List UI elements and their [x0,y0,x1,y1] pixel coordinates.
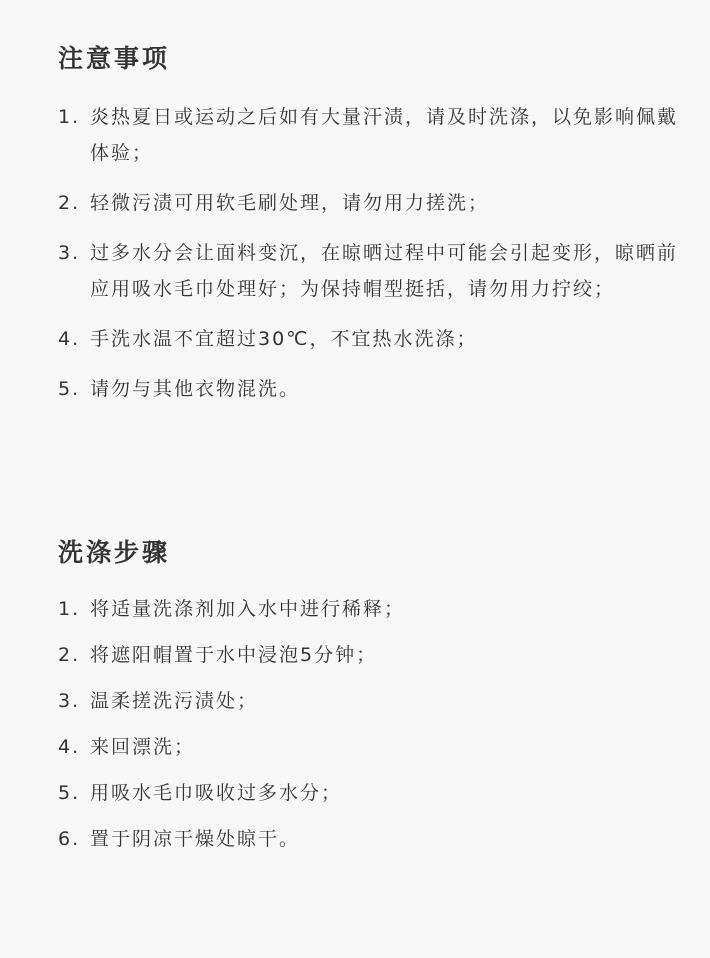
item-number: 5. [58,782,81,804]
step-item [58,729,688,765]
item-text: 温柔搓洗污渍处； [90,690,259,712]
precautions-title: 注意事项 [58,44,171,73]
item-text: 炎热夏日或运动之后如有大量汗渍，请及时洗涤，以免影响佩戴体验； [90,106,679,164]
washing-steps-section [58,536,688,867]
item-number: 4. [58,736,81,758]
item-text: 轻微污渍可用软毛刷处理，请勿用力搓洗； [90,192,490,214]
item-text: 置于阴凉干燥处晾干。 [90,828,301,850]
precautions-section [58,42,688,421]
step-item [58,821,688,857]
step-item [58,775,688,811]
item-text: 将适量洗涤剂加入水中进行稀释； [90,598,406,620]
item-number: 1. [58,598,81,620]
step-item [58,591,688,627]
item-text: 手洗水温不宜超过30℃，不宜热水洗涤； [90,328,478,350]
step-item [58,683,688,719]
item-number: 6. [58,828,81,850]
precaution-item [58,321,688,357]
precaution-item [58,99,688,171]
washing-steps-list [58,591,688,857]
item-number: 2. [58,644,81,666]
item-text: 将遮阳帽置于水中浸泡5分钟； [90,644,378,666]
item-text: 用吸水毛巾吸收过多水分； [90,782,343,804]
item-text: 过多水分会让面料变沉，在晾晒过程中可能会引起变形，晾晒前应用吸水毛巾处理好；为保持帽型挺括，请勿用力拧绞； [90,242,679,300]
step-item [58,637,688,673]
washing-steps-title: 洗涤步骤 [58,538,171,567]
item-text: 来回漂洗； [90,736,196,758]
item-text: 请勿与其他衣物混洗。 [90,378,301,400]
item-number: 3. [58,242,81,264]
precaution-item [58,371,688,407]
precaution-item [58,235,688,307]
item-number: 4. [58,328,81,350]
item-number: 1. [58,106,81,128]
item-number: 5. [58,378,81,400]
precautions-list [58,99,688,407]
item-number: 2. [58,192,81,214]
precaution-item [58,185,688,221]
item-number: 3. [58,690,81,712]
